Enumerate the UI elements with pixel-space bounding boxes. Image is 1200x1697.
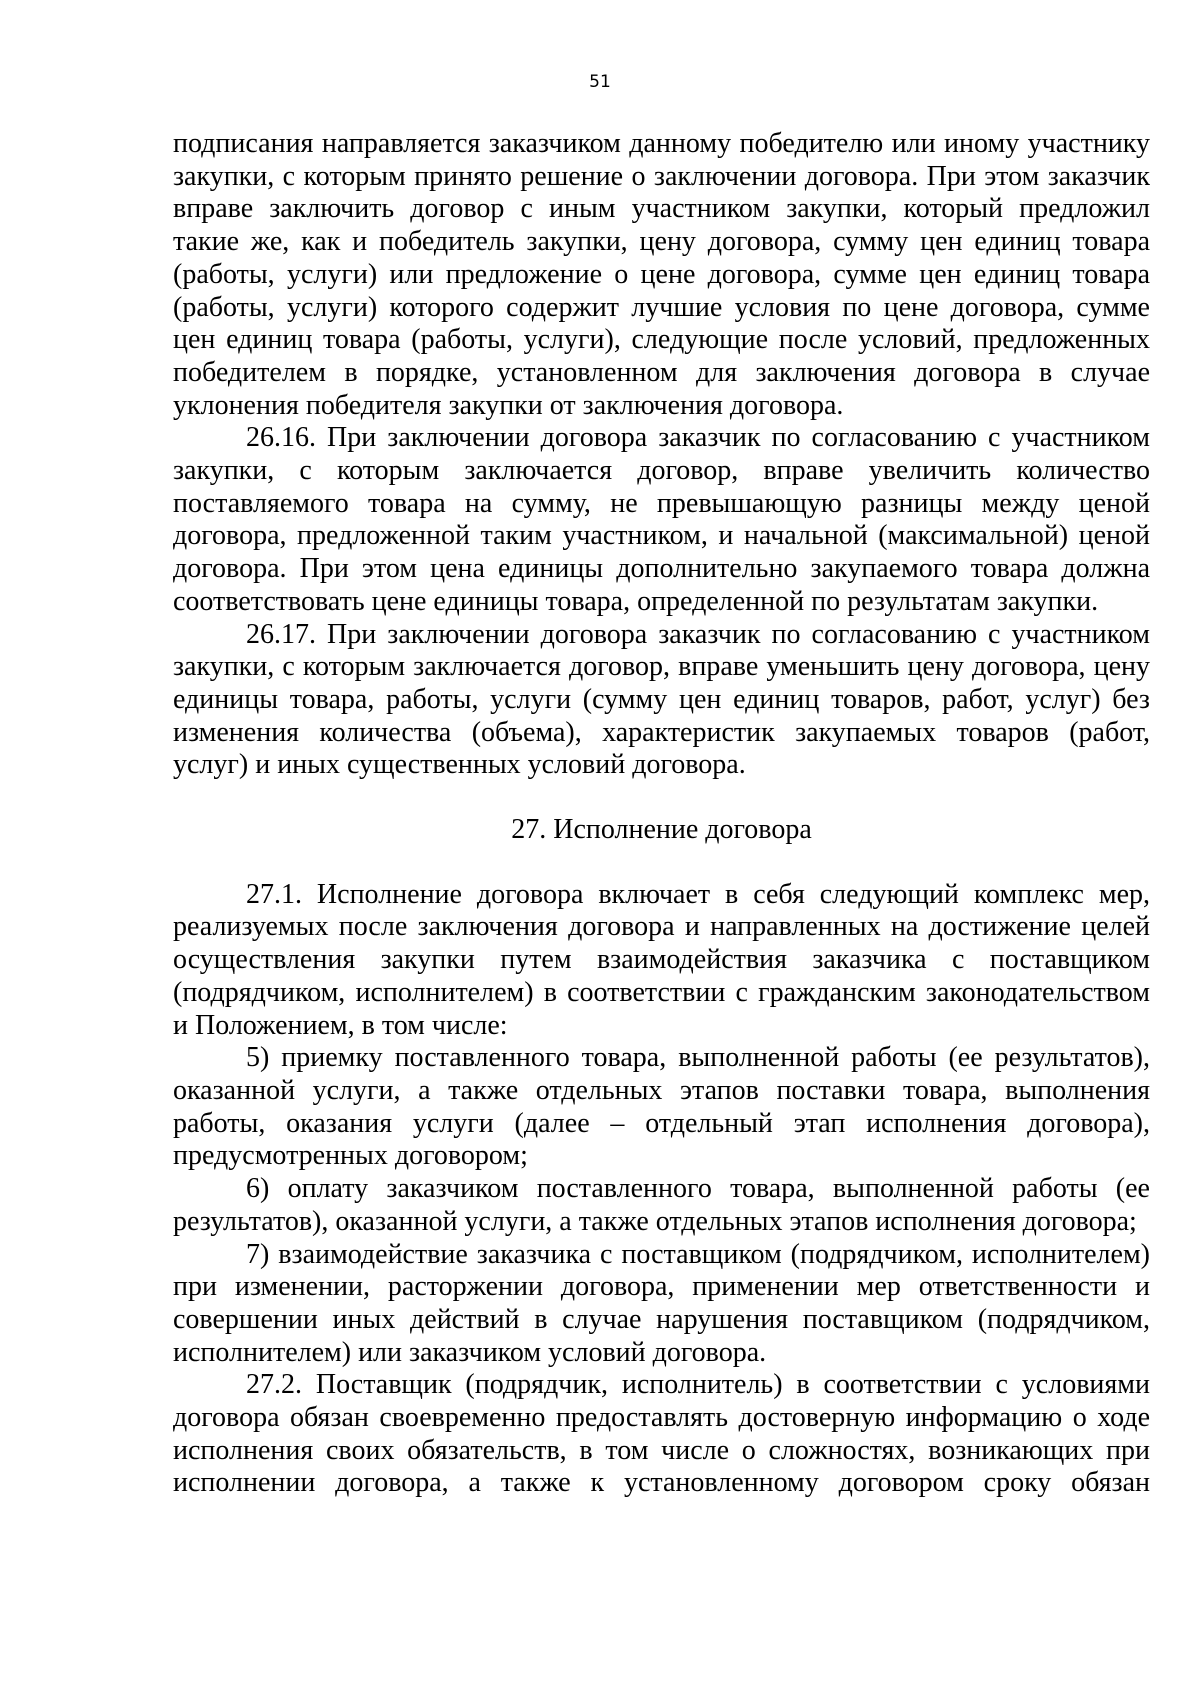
paragraph-26-17: 26.17. При заключении договора заказчик по согласованию с участником закупки, с которым заключается договор, вправе уменьшить цену договора, цену единицы товара, работы, услуги (сумму цен единиц товаров, работ, услуг) без изменения количества (объема), характеристик закупаемых товаров (работ, услуг) и иных существенных условий договора. <box>173 618 1150 781</box>
paragraph-continuation: подписания направляется заказчиком данному победителю или иному участнику закупки, с которым принято решение о заключении договора. При этом заказчик вправе заключить договор с иным участником закупки, который предложил такие же, как и победитель закупки, цену договора, сумму цен единиц товара (работы, услуги) или предложение о цене договора, сумме цен единиц товара (работы, услуги) которого содержит лучшие условия по цене договора, сумме цен единиц товара (работы, услуги), следующие после условий, предложенных победителем в порядке, установленном для заключения договора в случае уклонения победителя закупки от заключения договора. <box>173 128 1150 421</box>
document-body <box>173 128 1150 1500</box>
list-item-6: 6) оплату заказчиком поставленного товара, выполненной работы (ее результатов), оказанной услуги, а также отдельных этапов исполнения договора; <box>173 1173 1150 1237</box>
page-number: 51 <box>589 72 611 92</box>
list-item-5: 5) приемку поставленного товара, выполненной работы (ее результатов), оказанной услуги, а также отдельных этапов поставки товара, выполнения работы, оказания услуги (далее – отдельный этап исполнения договора), предусмотренных договором; <box>173 1042 1150 1172</box>
section-heading: 27. Исполнение договора <box>511 814 812 846</box>
list-item-7: 7) взаимодействие заказчика с поставщиком (подрядчиком, исполнителем) при изменении, расторжении договора, применении мер ответственности и совершении иных действий в случае нарушения поставщиком (подрядчиком, исполнителем) или заказчиком условий договора. <box>173 1238 1150 1368</box>
paragraph-27-2: 27.2. Поставщик (подрядчик, исполнитель) в соответствии с условиями договора обязан своевременно предоставлять достоверную информацию о ходе исполнения своих обязательств, в том числе о сложностях, возникающих при исполнении договора, а также к установленному договором сроку обязан <box>173 1369 1150 1499</box>
paragraph-27-1: 27.1. Исполнение договора включает в себя следующий комплекс мер, реализуемых после заключения договора и направленных на достижение целей осуществления закупки путем взаимодействия заказчика с поставщиком (подрядчиком, исполнителем) в соответствии с гражданским законодательством и Положением, в том числе: <box>173 878 1150 1041</box>
paragraph-26-16: 26.16. При заключении договора заказчик по согласованию с участником закупки, с которым заключается договор, вправе увеличить количество поставляемого товара на сумму, не превышающую разницы между ценой договора, предложенной таким участником, и начальной (максимальной) ценой договора. При этом цена единицы дополнительно закупаемого товара должна соответствовать цене единицы товара, определенной по результатам закупки. <box>173 422 1150 617</box>
